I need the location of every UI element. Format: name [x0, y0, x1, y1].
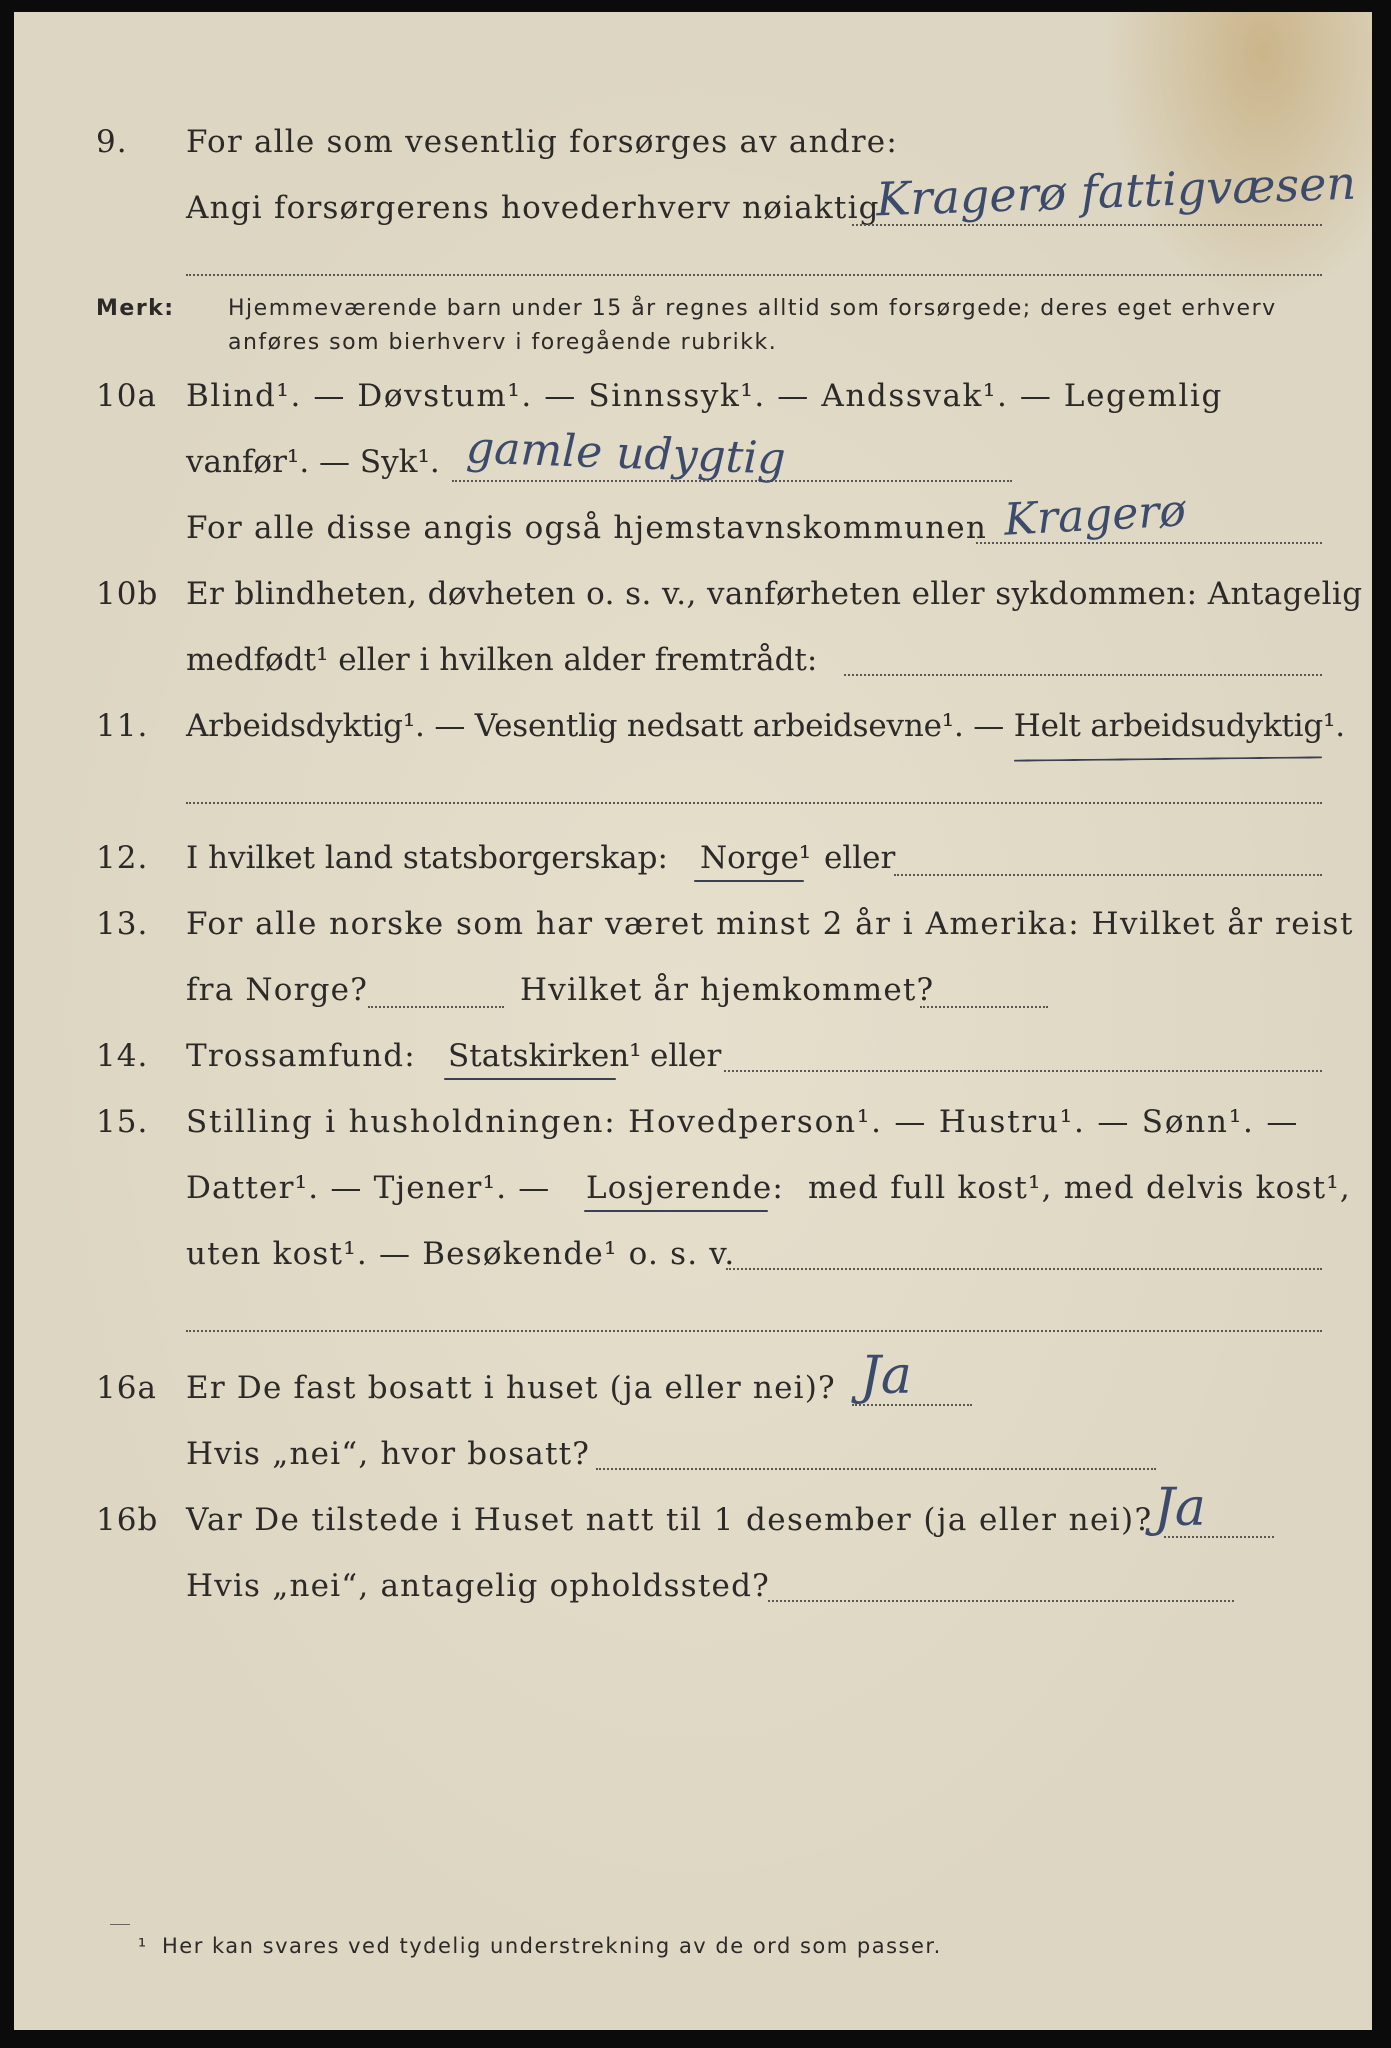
answer-line[interactable]	[920, 1006, 1048, 1008]
answer-option: Losjerende:	[586, 1170, 785, 1206]
question-number: 15.	[96, 1104, 149, 1140]
answer-line[interactable]	[186, 274, 1322, 276]
question-text: Hvilket år hjemkommet?	[520, 972, 935, 1008]
question-text: fra Norge?	[186, 972, 369, 1008]
question-text: Er De fast bosatt i huset (ja eller nei)?	[186, 1370, 836, 1406]
handwritten-underline	[584, 1210, 768, 1212]
answer-line[interactable]	[596, 1468, 1156, 1470]
question-text: Trossamfund:	[186, 1038, 416, 1074]
question-text: Hvis „nei“, antagelig opholdssted?	[186, 1568, 770, 1604]
answer-option: Norge¹	[700, 840, 812, 876]
answer-line[interactable]	[186, 1330, 1322, 1332]
footnote-mark: ¹	[138, 1934, 148, 1958]
question-number: 10b	[96, 576, 159, 612]
handwritten-underline	[694, 880, 804, 882]
handwritten-underline	[444, 1078, 616, 1080]
question-text: medfødt¹ eller i hvilken alder fremtrådt:	[186, 642, 818, 678]
handwritten-underline	[1014, 756, 1322, 761]
question-text: Var De tilstede i Huset natt til 1 desember (ja eller nei)?	[186, 1502, 1153, 1538]
question-text: Hvis „nei“, hvor bosatt?	[186, 1436, 591, 1472]
handwritten-answer: Ja	[1154, 1478, 1206, 1538]
question-text: Angi forsørgerens hovederhverv nøiaktig	[186, 190, 880, 226]
question-text: Datter¹. — Tjener¹. —	[186, 1170, 551, 1206]
question-text: Arbeidsdyktig¹. — Vesentlig nedsatt arbeidsevne¹. — Helt arbeidsudyktig¹.	[186, 708, 1345, 744]
footnote-rule	[110, 1924, 130, 1925]
question-text: Er blindheten, døvheten o. s. v., vanførheten eller sykdommen: Antagelig	[186, 576, 1363, 612]
question-number: 10a	[96, 378, 157, 414]
question-number: 14.	[96, 1038, 149, 1074]
answer-line[interactable]	[768, 1600, 1234, 1602]
handwritten-answer: Kragerø fattigvæsen	[875, 155, 1357, 227]
question-text: For alle disse angis også hjemstavnskommunen	[186, 510, 987, 546]
question-text: eller	[824, 840, 896, 876]
handwritten-answer: gamle udygtig	[465, 422, 787, 485]
answer-line[interactable]	[844, 674, 1322, 676]
note-text: Hjemmeværende barn under 15 år regnes alltid som forsørgede; deres eget erhverv	[228, 296, 1277, 321]
census-form-page	[14, 12, 1372, 2030]
footnote-text: Her kan svares ved tydelig understrekning av de ord som passer.	[162, 1934, 942, 1958]
question-number: 16a	[96, 1370, 157, 1406]
question-text: For alle som vesentlig forsørges av andre:	[186, 124, 898, 160]
answer-option: Statskirken¹	[448, 1038, 642, 1074]
answer-line[interactable]	[724, 1070, 1322, 1072]
note-text: anføres som bierhverv i foregående rubrikk.	[228, 330, 778, 355]
question-number: 11.	[96, 708, 149, 744]
question-text: uten kost¹. — Besøkende¹ o. s. v.	[186, 1236, 736, 1272]
question-number: 9.	[96, 124, 128, 160]
answer-line[interactable]	[894, 874, 1322, 876]
question-text: For alle norske som har været minst 2 år i Amerika: Hvilket år reist	[186, 906, 1354, 942]
handwritten-answer: Ja	[860, 1346, 912, 1406]
answer-line[interactable]	[368, 1006, 504, 1008]
question-text: vanfør¹. — Syk¹.	[186, 444, 440, 480]
answer-line[interactable]	[186, 802, 1322, 804]
question-number: 13.	[96, 906, 149, 942]
question-text: med full kost¹, med delvis kost¹,	[808, 1170, 1351, 1206]
question-number: 12.	[96, 840, 149, 876]
answer-line[interactable]	[726, 1268, 1322, 1270]
question-text: Blind¹. — Døvstum¹. — Sinnssyk¹. — Andssvak¹. — Legemlig	[186, 378, 1223, 414]
question-text: Stilling i husholdningen: Hovedperson¹. — Hustru¹. — Sønn¹. —	[186, 1104, 1300, 1140]
question-number: 16b	[96, 1502, 159, 1538]
note-label: Merk:	[96, 296, 175, 321]
question-text: I hvilket land statsborgerskap:	[186, 840, 668, 876]
handwritten-answer: Kragerø	[1002, 485, 1188, 546]
question-text: eller	[650, 1038, 722, 1074]
